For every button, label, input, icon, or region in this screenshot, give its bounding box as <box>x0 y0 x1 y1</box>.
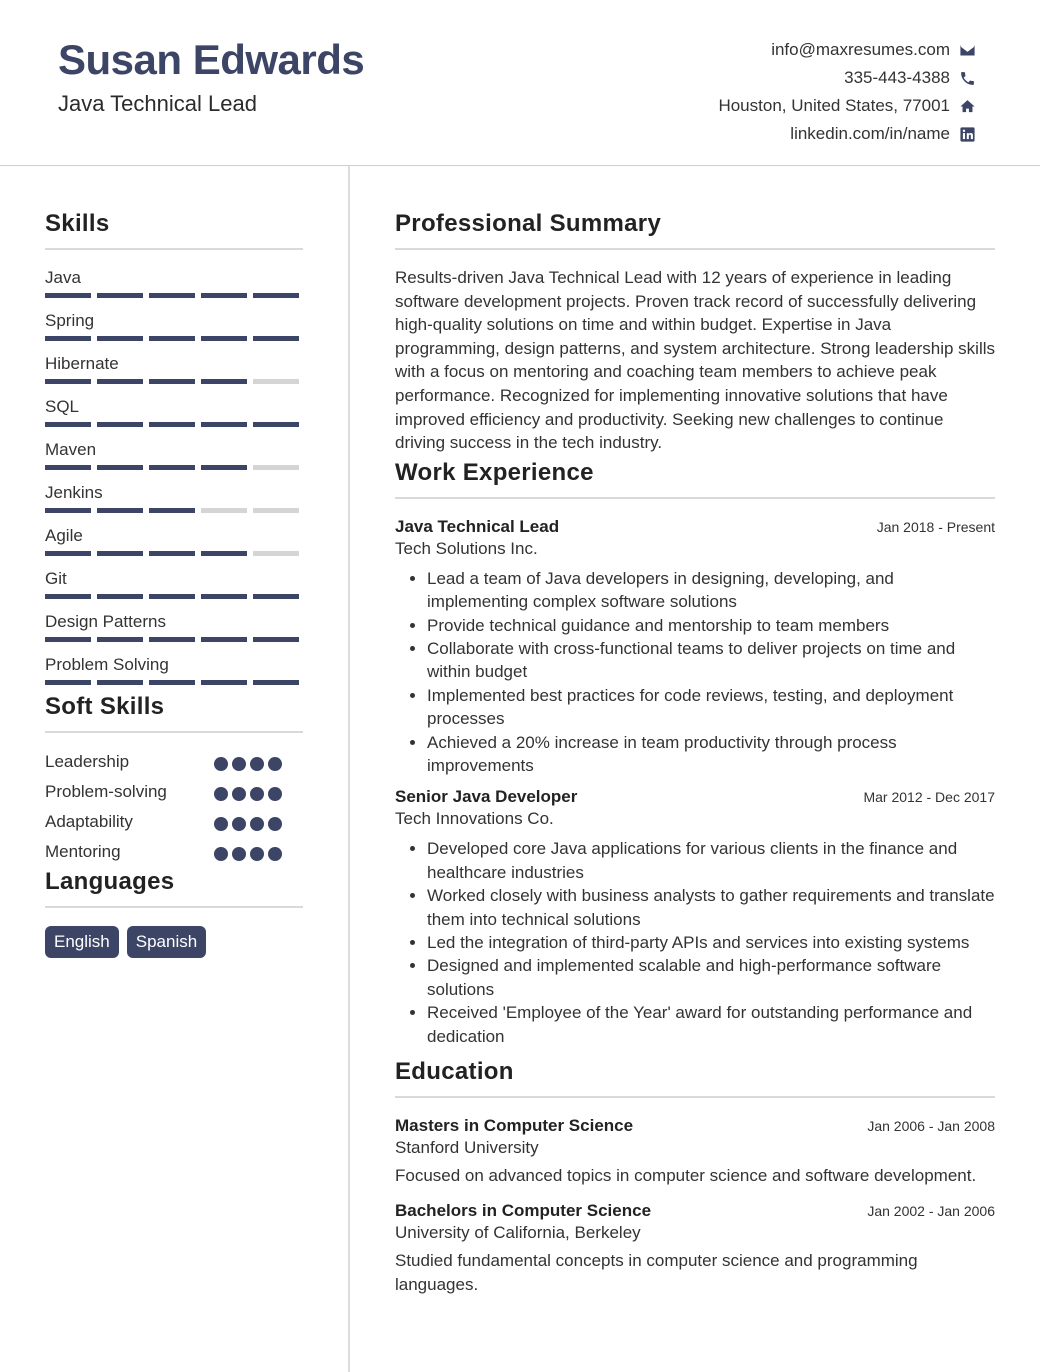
skill-level-segment <box>253 422 299 427</box>
linkedin-text: linkedin.com/in/name <box>790 124 950 143</box>
education-description: Focused on advanced topics in computer science and software development. <box>395 1166 977 1186</box>
skills-list <box>45 268 303 698</box>
skill-item <box>45 569 303 612</box>
skill-level-bar <box>45 508 303 513</box>
soft-skill-rating <box>214 787 282 801</box>
contact-phone[interactable] <box>576 64 976 92</box>
skill-level-segment <box>97 379 143 384</box>
skill-level-segment <box>253 379 299 384</box>
skill-level-segment <box>45 680 91 685</box>
skill-level-segment <box>201 336 247 341</box>
soft-skill-item <box>45 751 303 781</box>
rating-dot <box>232 817 246 831</box>
skill-level-segment <box>201 465 247 470</box>
rating-dot <box>268 757 282 771</box>
skill-level-segment <box>201 508 247 513</box>
skill-level-segment <box>253 465 299 470</box>
skill-level-segment <box>201 379 247 384</box>
skill-name: SQL <box>45 397 80 416</box>
language-badge: Spanish <box>127 926 206 958</box>
education-list <box>395 1116 995 1296</box>
soft-skills-list <box>45 751 303 871</box>
skill-item <box>45 655 303 698</box>
skill-level-segment <box>149 379 195 384</box>
skill-level-segment <box>201 293 247 298</box>
skill-level-segment <box>253 551 299 556</box>
job-title: Senior Java Developer <box>395 787 578 807</box>
skill-level-segment <box>201 422 247 427</box>
skill-level-segment <box>97 336 143 341</box>
experience-heading: Work Experience <box>395 459 995 499</box>
degree-title: Masters in Computer Science <box>395 1116 634 1136</box>
skill-name: Jenkins <box>45 483 103 502</box>
language-badge: English <box>45 926 119 958</box>
skill-level-segment <box>45 336 91 341</box>
languages-list <box>45 926 303 958</box>
soft-skill-item <box>45 781 303 811</box>
job-bullet: • Worked closely with business analysts to gather requirements and translate them into technical solutions <box>427 884 995 931</box>
skill-item <box>45 612 303 655</box>
skill-level-segment <box>253 680 299 685</box>
skill-level-segment <box>201 680 247 685</box>
school-name: University of California, Berkeley <box>395 1223 641 1243</box>
skill-item <box>45 397 303 440</box>
skill-name: Hibernate <box>45 354 119 373</box>
rating-dot <box>268 817 282 831</box>
skill-level-segment <box>45 551 91 556</box>
skill-item <box>45 311 303 354</box>
soft-skill-item <box>45 841 303 871</box>
rating-dot <box>250 817 264 831</box>
skill-level-segment <box>253 336 299 341</box>
job-bullet: • Provide technical guidance and mentorship to team members <box>427 614 995 637</box>
skill-level-segment <box>97 680 143 685</box>
job-entry <box>395 517 995 778</box>
rating-dot <box>214 847 228 861</box>
skill-item <box>45 268 303 311</box>
skill-level-bar <box>45 293 303 298</box>
skill-level-segment <box>45 465 91 470</box>
skill-level-segment <box>201 637 247 642</box>
job-date: Mar 2012 - Dec 2017 <box>863 789 995 806</box>
phone-icon <box>958 69 976 87</box>
skill-level-bar <box>45 336 303 341</box>
skill-level-segment <box>45 508 91 513</box>
skill-level-segment <box>149 508 195 513</box>
skill-level-segment <box>97 422 143 427</box>
column-divider <box>348 166 350 1372</box>
skill-level-bar <box>45 422 303 427</box>
contact-email[interactable] <box>576 36 976 64</box>
job-bullet: • Collaborate with cross-functional teams to deliver projects on time and within budget <box>427 637 995 684</box>
skill-level-segment <box>97 508 143 513</box>
rating-dot <box>250 847 264 861</box>
skill-level-segment <box>45 293 91 298</box>
skill-level-segment <box>201 594 247 599</box>
skill-item <box>45 354 303 397</box>
skill-level-segment <box>97 551 143 556</box>
experience-list <box>395 517 995 1048</box>
skill-item <box>45 526 303 569</box>
skill-level-segment <box>149 293 195 298</box>
job-bullets <box>395 837 995 1048</box>
job-bullet: • Led the integration of third-party APIs and services into existing systems <box>427 931 995 954</box>
soft-skill-name: Leadership <box>45 752 130 771</box>
education-entry <box>395 1116 995 1187</box>
skill-name: Spring <box>45 311 95 330</box>
rating-dot <box>268 847 282 861</box>
contact-location <box>576 92 976 120</box>
skill-item <box>45 483 303 526</box>
skill-level-segment <box>149 422 195 427</box>
skill-level-segment <box>201 551 247 556</box>
job-bullet: • Received 'Employee of the Year' award for outstanding performance and dedication <box>427 1001 995 1048</box>
education-date: Jan 2002 - Jan 2006 <box>867 1203 995 1220</box>
skill-level-segment <box>149 637 195 642</box>
rating-dot <box>268 787 282 801</box>
job-bullet: • Implemented best practices for code reviews, testing, and deployment processes <box>427 684 995 731</box>
skill-name: Problem Solving <box>45 655 169 674</box>
contact-list <box>576 36 976 148</box>
soft-skill-rating <box>214 847 282 861</box>
rating-dot <box>250 757 264 771</box>
rating-dot <box>232 757 246 771</box>
soft-skill-name: Mentoring <box>45 842 121 861</box>
candidate-title: Java Technical Lead <box>58 91 257 116</box>
skill-level-segment <box>253 594 299 599</box>
job-title: Java Technical Lead <box>395 516 560 536</box>
skill-level-segment <box>45 379 91 384</box>
soft-skill-name: Problem-solving <box>45 782 167 801</box>
location-text: Houston, United States, 77001 <box>718 96 950 115</box>
job-company: Tech Innovations Co. <box>395 809 554 829</box>
soft-skills-heading: Soft Skills <box>45 693 303 733</box>
skill-level-segment <box>45 422 91 427</box>
envelope-icon <box>958 41 976 59</box>
education-heading: Education <box>395 1058 995 1098</box>
left-column <box>45 210 303 958</box>
education-description: Studied fundamental concepts in computer science and programming languages. <box>395 1251 918 1294</box>
rating-dot <box>214 817 228 831</box>
school-name: Stanford University <box>395 1138 539 1158</box>
skill-level-bar <box>45 465 303 470</box>
summary-text: Results-driven Java Technical Lead with 12 years of experience in leading software development projects. Proven track record of successfully delivering high-quality solutions on time and within budget. Expertise in Java programming, design patterns, and system architecture. Strong leadership skills with a focus on mentoring and coaching team members to achieve peak performance. Recognized for implementing innovative solutions that have improved efficiency and productivity. Seeking new challenges to continue driving success in the tech industry. <box>395 268 996 453</box>
job-bullet: • Achieved a 20% increase in team productivity through process improvements <box>427 731 995 778</box>
soft-skill-rating <box>214 757 282 771</box>
skill-level-bar <box>45 637 303 642</box>
skill-level-segment <box>45 594 91 599</box>
skill-level-segment <box>253 637 299 642</box>
rating-dot <box>250 787 264 801</box>
rating-dot <box>214 757 228 771</box>
home-icon <box>958 97 976 115</box>
soft-skill-item <box>45 811 303 841</box>
rating-dot <box>232 847 246 861</box>
candidate-name: Susan Edwards <box>58 36 365 83</box>
skill-level-segment <box>97 594 143 599</box>
education-header <box>395 1116 995 1136</box>
email-text: info@maxresumes.com <box>771 40 950 59</box>
skill-name: Maven <box>45 440 97 459</box>
phone-text: 335-443-4388 <box>844 68 950 87</box>
skill-level-segment <box>149 551 195 556</box>
skill-level-segment <box>149 594 195 599</box>
job-bullet: • Designed and implemented scalable and high-performance software solutions <box>427 954 995 1001</box>
soft-skill-rating <box>214 817 282 831</box>
rating-dot <box>232 787 246 801</box>
education-entry <box>395 1201 995 1296</box>
education-date: Jan 2006 - Jan 2008 <box>867 1118 995 1135</box>
skill-level-bar <box>45 680 303 685</box>
job-bullet: • Developed core Java applications for various clients in the finance and healthcare industries <box>427 837 995 884</box>
skill-level-segment <box>149 680 195 685</box>
skill-name: Design Patterns <box>45 612 166 631</box>
skill-name: Git <box>45 569 67 588</box>
contact-linkedin[interactable] <box>576 120 976 148</box>
skill-name: Agile <box>45 526 83 545</box>
summary-heading: Professional Summary <box>395 210 995 250</box>
resume-header <box>0 0 1040 166</box>
skill-level-segment <box>149 336 195 341</box>
skill-level-segment <box>97 637 143 642</box>
skill-level-segment <box>97 465 143 470</box>
right-column <box>395 210 995 1310</box>
job-bullets <box>395 567 995 778</box>
soft-skill-name: Adaptability <box>45 812 133 831</box>
skill-name: Java <box>45 268 81 287</box>
skills-heading: Skills <box>45 210 303 250</box>
skill-level-segment <box>253 293 299 298</box>
skill-level-bar <box>45 594 303 599</box>
skill-item <box>45 440 303 483</box>
skill-level-bar <box>45 379 303 384</box>
skill-level-segment <box>97 293 143 298</box>
skill-level-segment <box>253 508 299 513</box>
skill-level-segment <box>149 465 195 470</box>
job-entry <box>395 787 995 1048</box>
languages-heading: Languages <box>45 868 303 908</box>
skill-level-bar <box>45 551 303 556</box>
job-header <box>395 517 995 537</box>
linkedin-icon <box>958 125 976 143</box>
job-company: Tech Solutions Inc. <box>395 538 538 558</box>
degree-title: Bachelors in Computer Science <box>395 1201 652 1221</box>
education-header <box>395 1201 995 1221</box>
job-bullet: • Lead a team of Java developers in designing, developing, and implementing complex software solutions <box>427 567 995 614</box>
skill-level-segment <box>45 637 91 642</box>
job-date: Jan 2018 - Present <box>876 518 995 535</box>
job-header <box>395 787 995 807</box>
rating-dot <box>214 787 228 801</box>
